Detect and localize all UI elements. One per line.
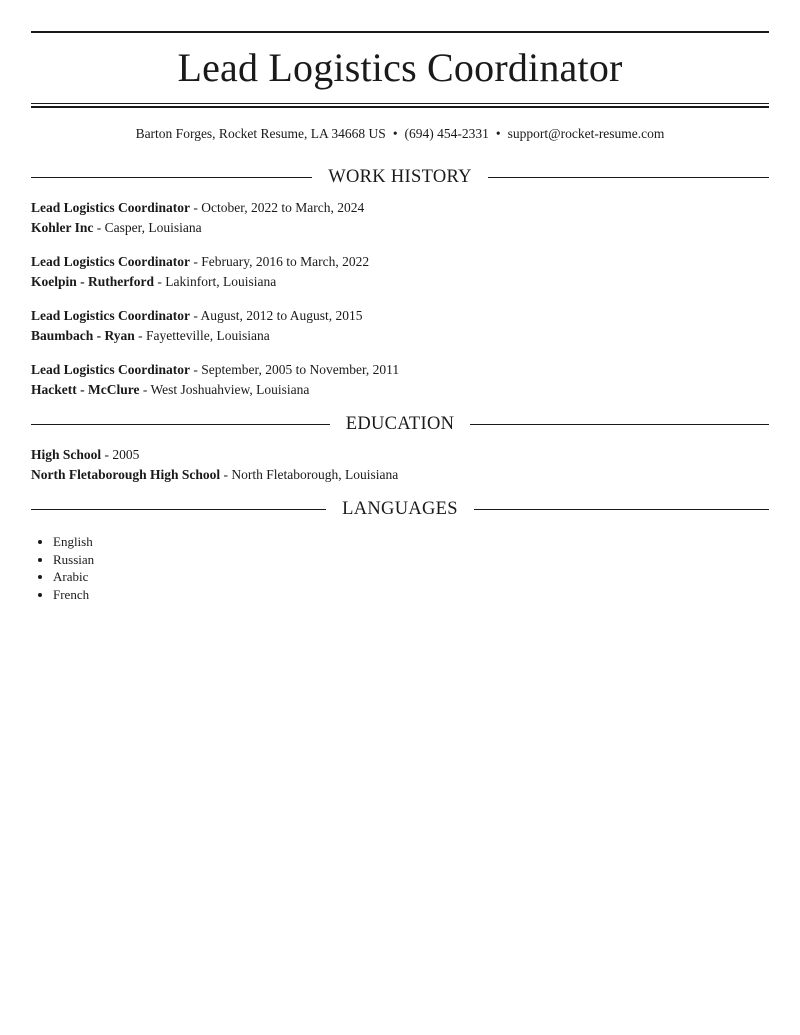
- resume-title: Lead Logistics Coordinator: [177, 45, 623, 90]
- languages-list: [31, 533, 769, 603]
- language-item: • French: [53, 586, 769, 604]
- work-entry-location: Lakinfort, Louisiana: [165, 274, 277, 289]
- work-entry-role-line: Lead Logistics Coordinator - October, 2022 to March, 2024: [31, 200, 365, 215]
- work-entry: [31, 360, 769, 400]
- work-entry: [31, 252, 769, 292]
- contact-line: [31, 125, 769, 143]
- work-entry-company-line: Koelpin - Rutherford - Lakinfort, Louisiana: [31, 274, 277, 289]
- work-entry: [31, 198, 769, 238]
- education-title: EDUCATION: [345, 414, 455, 434]
- work-entry-role: Lead Logistics Coordinator: [31, 308, 191, 323]
- education-location: North Fletaborough, Louisiana: [231, 467, 399, 482]
- language-item: • English: [53, 533, 769, 551]
- heading-rule-left: [31, 177, 312, 178]
- work-history-heading: [31, 165, 769, 189]
- education-school: North Fletaborough High School: [31, 467, 221, 482]
- work-history-title: WORK HISTORY: [328, 167, 472, 187]
- contact-phone: (694) 454-2331: [404, 126, 489, 141]
- work-entry-location: Casper, Louisiana: [104, 220, 202, 235]
- education-heading: [31, 412, 769, 436]
- work-entry-location: West Joshuahview, Louisiana: [150, 382, 310, 397]
- work-entry-company: Koelpin - Rutherford: [31, 274, 154, 289]
- work-entry-role: Lead Logistics Coordinator: [31, 362, 191, 377]
- work-entry-location: Fayetteville, Louisiana: [146, 328, 270, 343]
- work-entry-role: Lead Logistics Coordinator: [31, 254, 191, 269]
- heading-rule-left: [31, 509, 326, 510]
- heading-rule-right: [488, 177, 769, 178]
- contact-separator: •: [392, 126, 398, 141]
- work-entry-role-line: Lead Logistics Coordinator - February, 2016 to March, 2022: [31, 254, 370, 269]
- languages-heading: [31, 497, 769, 521]
- contact-address: Barton Forges, Rocket Resume, LA 34668 US: [135, 126, 386, 141]
- heading-rule-right: [470, 424, 769, 425]
- language-item: • Russian: [53, 551, 769, 569]
- work-entry-company-line: Kohler Inc - Casper, Louisiana: [31, 220, 202, 235]
- education-year: 2005: [112, 447, 140, 462]
- heading-rule-right: [474, 509, 769, 510]
- heading-rule-left: [31, 424, 330, 425]
- resume-page: [31, 31, 769, 603]
- work-entry-company: Kohler Inc: [31, 220, 94, 235]
- work-entry-dates: August, 2012 to August, 2015: [200, 308, 363, 323]
- work-entry-company-line: Hackett - McClure - West Joshuahview, Louisiana: [31, 382, 310, 397]
- education-degree-line: High School - 2005: [31, 447, 140, 462]
- work-entry-dates: February, 2016 to March, 2022: [201, 254, 370, 269]
- contact-email: support@rocket-resume.com: [507, 126, 665, 141]
- work-entry-dates: September, 2005 to November, 2011: [201, 362, 400, 377]
- work-entry-role: Lead Logistics Coordinator: [31, 200, 191, 215]
- work-entry-dates: October, 2022 to March, 2024: [201, 200, 365, 215]
- language-item: • Arabic: [53, 568, 769, 586]
- contact-separator: •: [495, 126, 501, 141]
- education-degree: High School: [31, 447, 102, 462]
- work-entry: [31, 306, 769, 346]
- education-school-line: North Fletaborough High School - North Fletaborough, Louisiana: [31, 467, 399, 482]
- education-entry: [31, 445, 769, 485]
- work-entry-role-line: Lead Logistics Coordinator - August, 2012 to August, 2015: [31, 308, 363, 323]
- header-double-rule: [31, 103, 769, 108]
- work-entry-company-line: Baumbach - Ryan - Fayetteville, Louisiana: [31, 328, 270, 343]
- languages-title: LANGUAGES: [342, 499, 458, 519]
- work-entry-role-line: Lead Logistics Coordinator - September, 2005 to November, 2011: [31, 362, 400, 377]
- work-entry-company: Baumbach - Ryan: [31, 328, 135, 343]
- work-entry-company: Hackett - McClure: [31, 382, 140, 397]
